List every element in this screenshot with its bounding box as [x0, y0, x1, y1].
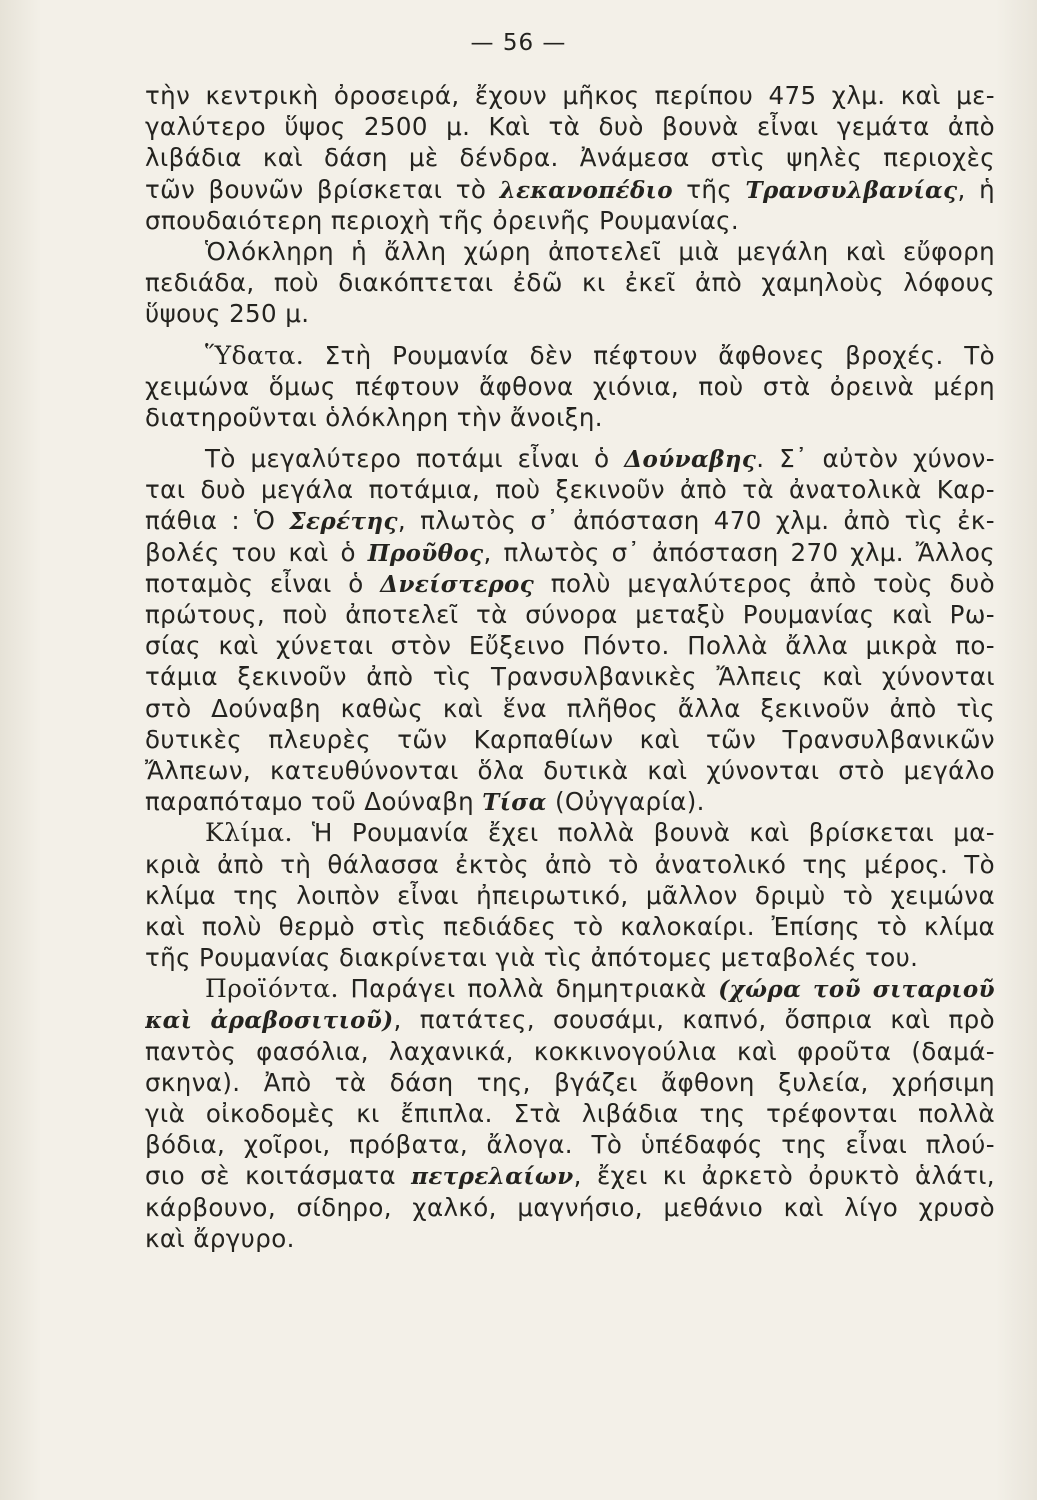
emphasis-term: λεκανοπέδιο — [499, 176, 673, 204]
text-run: πάθια : Ὁ — [145, 506, 290, 536]
text-line: κλίμα της λοιπὸν εἶναι ἠπειρωτικό, μᾶλλον δριμὺ τὸ χειμώνα — [145, 880, 995, 910]
emphasis-term: πετρελαίων — [411, 1163, 574, 1191]
text-line: καὶ ἄργυρο. — [145, 1223, 295, 1253]
body-text — [145, 80, 995, 1254]
emphasis-term: Δνείστερος — [380, 570, 535, 598]
text-line: παντὸς φασόλια, λαχανικά, κοκκινογούλια καὶ φροῦτα (δαμά- — [145, 1036, 995, 1066]
text-line — [145, 174, 995, 205]
text-line: σπουδαιότερη περιοχὴ τῆς ὀρεινῆς Ρουμανίας. — [145, 205, 740, 235]
emphasis-term: καὶ ἀραβοσιτιοῦ) — [145, 1007, 394, 1035]
text-run: , πατάτες, σουσάμι, καπνό, ὄσπρια καὶ πρὸ — [393, 1005, 995, 1035]
text-line: χειμώνα ὅμως πέφτουν ἄφθονα χιόνια, ποὺ στὰ ὀρεινὰ μέρη — [145, 371, 995, 401]
text-line — [145, 340, 995, 371]
text-line: τῆς Ρουμανίας διακρίνεται γιὰ τὶς ἀπότομες μεταβολές του. — [145, 943, 919, 973]
text-run: τῆς — [672, 174, 746, 204]
text-run: Τὸ μεγαλύτερο ποτάμι εἶναι ὁ — [205, 444, 625, 474]
emphasis-term: Τίσα — [482, 789, 547, 817]
text-run: ποταμὸς εἶναι ὁ — [145, 568, 381, 598]
text-line — [145, 973, 995, 1004]
text-line: ται δυὸ μεγάλα ποτάμια, ποὺ ξεκινοῦν ἀπὸ τὰ ἀνατολικὰ Καρ- — [145, 475, 995, 505]
text-line: γιὰ οἰκοδομὲς κι ἔπιπλα. Στὰ λιβάδια της τρέφονται πολλὰ — [145, 1099, 995, 1128]
text-line: πρώτους, ποὺ ἀποτελεῖ τὰ σύνορα μεταξὺ Ρουμανίας καὶ Ρω- — [145, 600, 995, 629]
text-run: , ἔχει κι ἀρκετὸ ὀρυκτὸ ἁλάτι, — [573, 1161, 995, 1191]
text-line — [145, 1004, 995, 1035]
text-run: τῶν βουνῶν βρίσκεται τὸ — [145, 174, 500, 204]
section-heading: Προϊόντα. — [205, 974, 339, 1004]
section-heading: Κλίμα. — [205, 818, 293, 848]
emphasis-term: (χώρα τοῦ σιταριοῦ — [718, 976, 995, 1004]
text-run: . Σ᾽ αὐτὸν χύνον- — [756, 444, 995, 474]
text-run: Στὴ Ρουμανία δὲν πέφτουν ἄφθονες βροχές. Τὸ — [304, 340, 995, 370]
emphasis-term: Δούναβης — [624, 446, 757, 474]
text-line: σίας καὶ χύνεται στὸν Εὔξεινο Πόντο. Πολλὰ ἄλλα μικρὰ πο- — [145, 631, 995, 661]
text-run: , πλωτὸς σ᾽ ἀπόσταση 470 χλμ. ἀπὸ τὶς ἐκ- — [397, 506, 995, 536]
text-line — [145, 568, 995, 599]
text-run: Ἡ Ρουμανία ἔχει πολλὰ βουνὰ καὶ βρίσκεται μα- — [292, 818, 995, 848]
text-run: σιο σὲ κοιτάσματα — [145, 1161, 412, 1191]
text-line: λιβάδια καὶ δάση μὲ δένδρα. Ἀνάμεσα στὶς ψηλὲς περιοχὲς — [145, 143, 995, 173]
text-line: Ἄλπεων, κατευθύνονται ὅλα δυτικὰ καὶ χύνονται στὸ μεγάλο — [145, 755, 995, 785]
text-line: δυτικὲς πλευρὲς τῶν Καρπαθίων καὶ τῶν Τρανσυλβανικῶν — [145, 724, 995, 754]
page-number: — 56 — — [470, 30, 567, 56]
text-line: σκηνα). Ἀπὸ τὰ δάση της, βγάζει ἄφθονη ξυλεία, χρήσιμη — [145, 1067, 995, 1097]
text-line: γαλύτερο ὕψος 2500 μ. Καὶ τὰ δυὸ βουνὰ εἶναι γεμάτα ἀπὸ — [145, 112, 995, 142]
text-line: βόδια, χοῖροι, πρόβατα, ἄλογα. Τὸ ὑπέδαφός της εἶναι πλού- — [145, 1130, 995, 1160]
text-line: καὶ πολὺ θερμὸ στὶς πεδιάδες τὸ καλοκαίρι. Ἐπίσης τὸ κλίμα — [145, 911, 995, 941]
text-line: τὴν κεντρικὴ ὀροσειρά, ἔχουν μῆκος περίπου 475 χλμ. καὶ με- — [145, 81, 995, 110]
text-run: , ἡ — [957, 174, 995, 204]
emphasis-term: Σερέτης — [289, 508, 398, 536]
text-line: πεδιάδα, ποὺ διακόπτεται ἐδῶ κι ἐκεῖ ἀπὸ χαμηλοὺς λόφους — [145, 268, 995, 298]
text-line: Ὁλόκληρη ἡ ἄλλη χώρη ἀποτελεῖ μιὰ μεγάλη καὶ εὔφορη — [205, 236, 995, 266]
text-run: παραπόταμο τοῦ Δούναβη — [145, 787, 483, 817]
text-run: πολὺ μεγαλύτερος ἀπὸ τοὺς δυὸ — [534, 568, 995, 598]
text-line: κριὰ ἀπὸ τὴ θάλασσα ἐκτὸς ἀπὸ τὸ ἀνατολικό της μέρος. Τὸ — [145, 849, 995, 879]
text-run: (Οὐγγαρία). — [546, 787, 705, 817]
text-run: , πλωτὸς σ᾽ ἀπόσταση 270 χλμ. Ἄλλος — [483, 537, 995, 567]
text-line — [145, 1160, 995, 1191]
text-line: ὕψους 250 μ. — [145, 299, 310, 329]
emphasis-term: Προῦθος — [367, 539, 484, 567]
text-run: βολές του καὶ ὁ — [145, 537, 368, 567]
text-line — [145, 443, 995, 474]
text-line — [145, 817, 995, 848]
text-line — [145, 537, 995, 568]
text-line — [145, 786, 995, 817]
text-run: Παράγει πολλὰ δημητριακὰ — [338, 974, 719, 1004]
text-line — [145, 505, 995, 536]
emphasis-term: Τρανσυλβανίας — [745, 176, 958, 204]
text-line: διατηροῦνται ὁλόκληρη τὴν ἄνοιξη. — [145, 402, 603, 432]
text-line: κάρβουνο, σίδηρο, χαλκό, μαγνήσιο, μεθάνιο καὶ λίγο χρυσὸ — [145, 1192, 995, 1222]
text-line: στὸ Δούναβη καθὼς καὶ ἕνα πλῆθος ἄλλα ξεκινοῦν ἀπὸ τὶς — [145, 693, 995, 723]
section-heading: Ὕδατα. — [205, 340, 305, 370]
text-line: τάμια ξεκινοῦν ἀπὸ τὶς Τρανσυλβανικὲς Ἄλπεις καὶ χύνονται — [145, 662, 995, 692]
